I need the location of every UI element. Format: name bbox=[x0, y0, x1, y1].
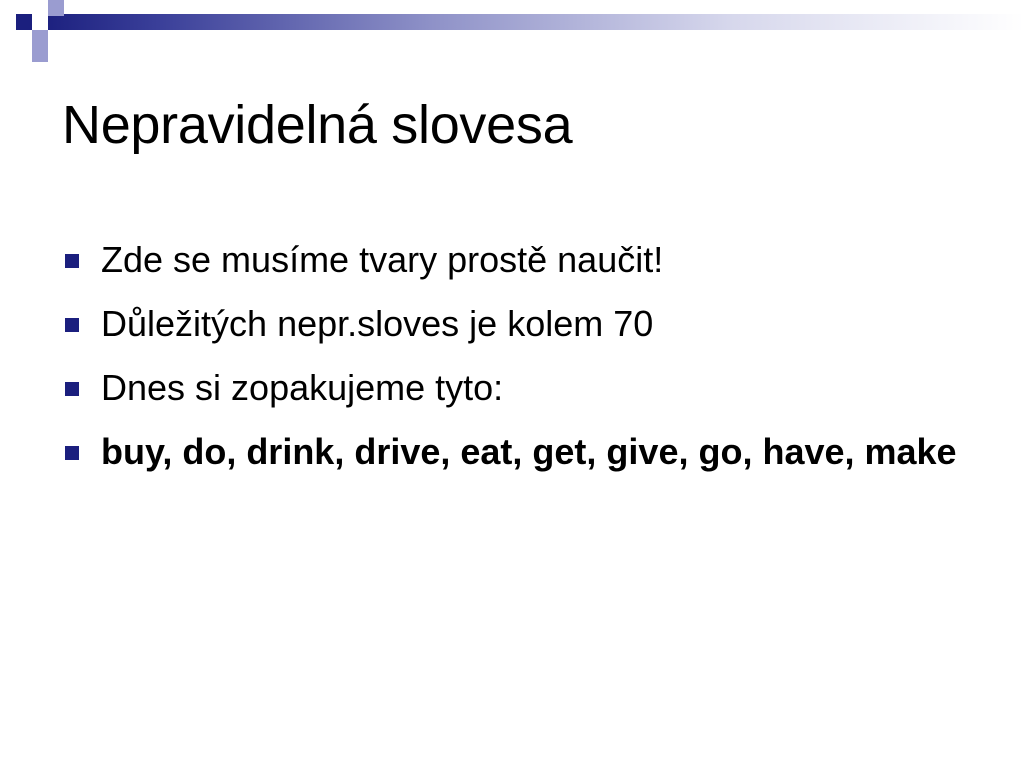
decor-square bbox=[16, 30, 32, 46]
decor-square bbox=[16, 14, 32, 30]
slide-title: Nepravidelná slovesa bbox=[62, 95, 573, 155]
decor-square bbox=[32, 30, 48, 46]
bullet-text: Zde se musíme tvary prostě naučit! bbox=[101, 239, 664, 280]
bullet-text-verbs: buy, do, drink, drive, eat, get, give, go, have, make bbox=[101, 431, 957, 472]
square-bullet-icon bbox=[65, 254, 79, 268]
bullet-list bbox=[62, 236, 962, 492]
bullet-item-verbs bbox=[62, 428, 962, 476]
decor-square bbox=[0, 30, 16, 46]
bullet-item bbox=[62, 364, 962, 412]
bullet-item bbox=[62, 236, 962, 284]
square-bullet-icon bbox=[65, 382, 79, 396]
square-bullet-icon bbox=[65, 318, 79, 332]
square-bullet-icon bbox=[65, 446, 79, 460]
bullet-text: Dnes si zopakujeme tyto: bbox=[101, 367, 504, 408]
header-gradient-bar bbox=[40, 14, 1024, 30]
bullet-text: Důležitých nepr.sloves je kolem 70 bbox=[101, 303, 654, 344]
bullet-item bbox=[62, 300, 962, 348]
decor-square bbox=[48, 0, 64, 16]
decor-square bbox=[32, 46, 48, 62]
decor-square bbox=[32, 14, 48, 30]
decor-square bbox=[48, 30, 64, 46]
